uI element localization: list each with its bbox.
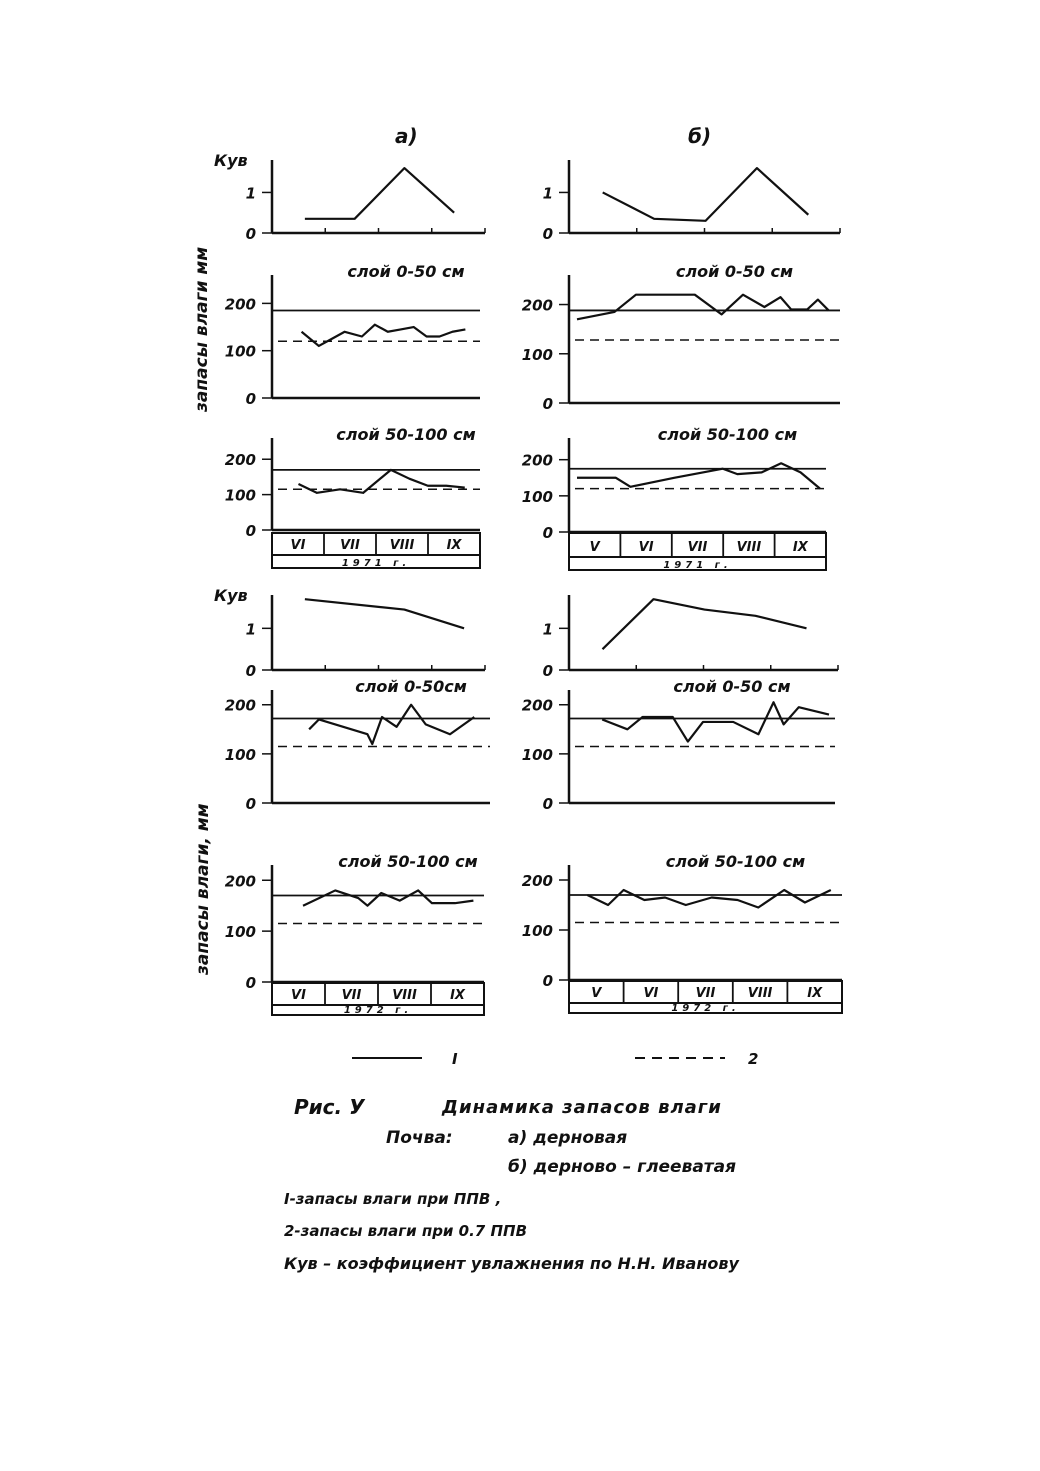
panel-m-a-1971-bot [225, 425, 480, 569]
y-tick-label: 100 [521, 487, 553, 506]
year-label: 1971 г. [341, 558, 411, 569]
panel-m-a-1972-bot [225, 852, 484, 1016]
month-label: VII [695, 986, 716, 1001]
y-tick-label: 100 [224, 745, 256, 764]
y-axis-label: Кув [214, 151, 248, 170]
y-tick-label: 1 [245, 184, 256, 203]
panel-k-a-1972 [214, 586, 485, 680]
month-label: IX [446, 538, 462, 553]
month-label: IX [792, 540, 808, 555]
y-tick-label: 1 [245, 620, 256, 639]
caption-soil-b: б) дерново – глееватая [508, 1157, 737, 1177]
series-line [302, 325, 466, 346]
month-label: VII [341, 988, 362, 1003]
panel-title: слой 0-50 см [675, 262, 794, 281]
month-label: VII [340, 538, 360, 553]
y-tick-label: 0 [542, 795, 553, 813]
series-line [577, 295, 829, 320]
series-line [603, 168, 809, 221]
y-tick-label: 0 [542, 524, 553, 542]
y-axis-label: Кув [214, 586, 248, 605]
month-label: VIII [389, 538, 415, 553]
caption-kuv-definition: Кув – коэффициент увлажнения по Н.Н. Иванову [284, 1254, 739, 1273]
caption-soil-prefix: Почва: [386, 1128, 453, 1148]
y-tick-label: 0 [542, 395, 553, 413]
panel-k-a-1971 [214, 151, 485, 243]
month-label: VI [290, 538, 306, 553]
panel-title: слой 50-100 см [338, 852, 478, 871]
panel-title: слой 0-50 см [347, 262, 465, 281]
panel-k-b-1972 [543, 595, 838, 680]
series-line [587, 890, 830, 908]
series-line [305, 168, 454, 219]
month-label: VI [638, 540, 654, 555]
panel-m-b-1972-bot [522, 852, 842, 1014]
panel-title: слой 50-100 см [657, 425, 798, 444]
month-label: VIII [392, 988, 417, 1003]
y-tick-label: 0 [245, 522, 256, 540]
y-tick-label: 200 [224, 295, 256, 314]
y-tick-label: 0 [542, 225, 553, 243]
caption-title: Динамика запасов влаги [442, 1097, 722, 1118]
y-tick-label: 100 [224, 342, 256, 361]
y-tick-label: 1 [542, 184, 553, 203]
month-label: IX [450, 988, 465, 1003]
y-tick-label: 200 [521, 451, 553, 470]
month-label: VII [687, 540, 708, 555]
y-tick-label: 0 [542, 972, 553, 990]
series-line [603, 599, 807, 649]
y-tick-label: 0 [245, 795, 256, 813]
legend-dashed-label: 2 [748, 1050, 759, 1068]
month-label: VIII [747, 986, 773, 1001]
series-line [305, 599, 464, 628]
y-tick-label: 200 [224, 696, 256, 715]
month-label: VI [643, 986, 659, 1001]
caption-fig-number: Рис. У [294, 1095, 365, 1119]
y-axis-label-bottom: запасы влаги, мм [193, 803, 213, 975]
y-tick-label: 0 [245, 225, 256, 243]
year-label: 1971 г. [663, 560, 732, 571]
y-tick-label: 200 [521, 296, 553, 315]
series-line [303, 890, 473, 905]
panel-m-b-1972-top [522, 677, 835, 813]
chart-panels [214, 151, 842, 1016]
y-tick-label: 100 [224, 923, 256, 942]
month-label: VIII [736, 540, 762, 555]
month-label: V [589, 540, 600, 555]
panel-m-a-1972-top [225, 677, 490, 813]
y-tick-label: 0 [542, 662, 553, 680]
series-line [309, 705, 474, 744]
series-line [602, 702, 829, 741]
legend-solid-label: I [452, 1050, 458, 1068]
y-tick-label: 200 [224, 451, 256, 470]
y-tick-label: 1 [542, 620, 553, 639]
panel-title: слой 0-50см [355, 677, 467, 696]
y-tick-label: 200 [224, 872, 256, 891]
y-tick-label: 0 [245, 662, 256, 680]
month-label: IX [807, 986, 823, 1001]
caption-legend-1: I-запасы влаги при ППВ , [284, 1190, 502, 1208]
legend [352, 1050, 758, 1068]
year-label: 1972 г. [343, 1005, 413, 1016]
month-label: V [591, 986, 602, 1001]
panel-k-b-1971 [543, 160, 840, 243]
panel-title: слой 50-100 см [665, 852, 806, 871]
panel-title: слой 50-100 см [336, 425, 476, 444]
y-tick-label: 0 [245, 974, 256, 992]
y-axis-label-top: запасы влаги мм [192, 246, 212, 412]
panel-m-b-1971-top [522, 262, 840, 413]
y-tick-label: 100 [521, 922, 553, 940]
panel-title: слой 0-50 см [673, 677, 791, 696]
y-tick-label: 200 [521, 872, 553, 890]
caption-legend-2: 2-запасы влаги при 0.7 ППВ [284, 1222, 528, 1240]
y-tick-label: 100 [521, 345, 553, 364]
column-a-label: а) [395, 124, 418, 148]
y-tick-label: 200 [521, 696, 553, 715]
panel-m-a-1971-top [225, 262, 480, 408]
panel-m-b-1971-bot [522, 425, 826, 571]
y-tick-label: 0 [245, 390, 256, 408]
caption-soil-a: а) дерновая [508, 1128, 628, 1148]
y-tick-label: 100 [521, 745, 553, 764]
column-b-label: б) [688, 124, 712, 148]
series-line [577, 463, 820, 488]
month-label: VI [291, 988, 306, 1003]
year-label: 1972 г. [671, 1003, 740, 1014]
y-tick-label: 100 [224, 486, 256, 505]
